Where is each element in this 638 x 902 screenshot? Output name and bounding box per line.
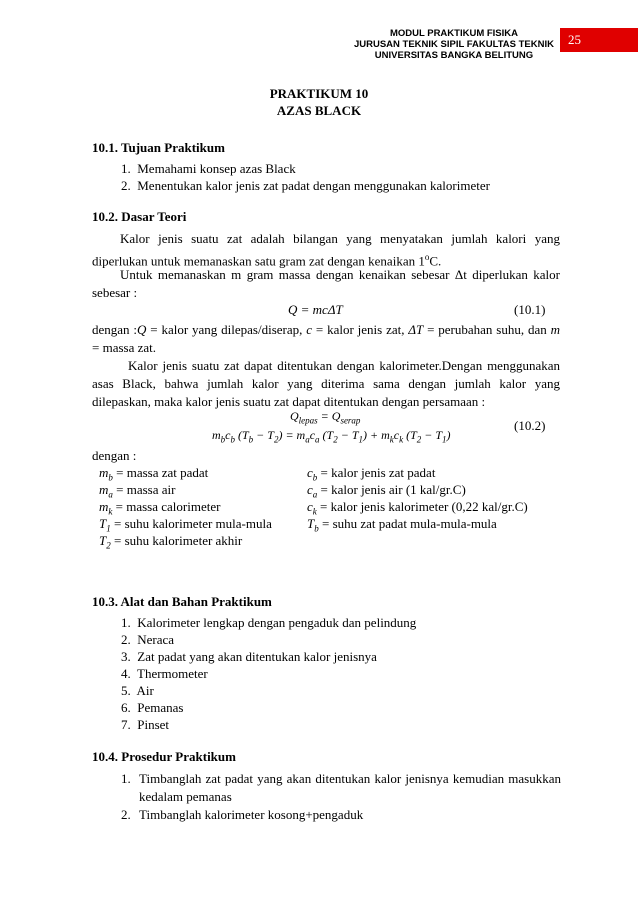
section-heading-dasar-teori: 10.2. Dasar Teori [92,209,187,224]
equation-10-2-line-2: $m_bc_b$ $(T_b - T_2) = m_ac_a$ $(T_2 - T_1) + m_kc_k$ $(T_2 - T_1)$ [212,428,451,445]
paragraph-dengan: dengan :Q = kalor yang dilepas/diserap, c = kalor jenis zat, ΔT = perubahan suhu, dan m = massa zat. [92,322,560,355]
definition-cb: $c_b$ = kalor jenis zat padat [307,465,436,483]
list-item: 7. Pinset [121,717,170,732]
definition-t1: $T_1$ = suhu kalorimeter mula-mula [99,516,272,534]
definition-ck: $c_k$ = kalor jenis kalorimeter (0,22 kal/gr.C) [307,499,528,517]
section-heading-tujuan: 10.1. Tujuan Praktikum [92,140,225,155]
definition-ma: $m_a$ = massa air [99,482,176,500]
page-number: 25 [560,28,638,52]
list-item: 1. Memahami konsep azas Black [121,161,296,176]
paragraph-kalor-jenis: Kalor jenis suatu zat adalah bilangan yang menyatakan jumlah kalori yang diperlukan untuk memanaskan satu gram zat dengan kenaikan 1$^o$C. [92,231,560,269]
definition-ca: $c_a$ = kalor jenis air (1 kal/gr.C) [307,482,466,500]
definition-mb: $m_b$ = massa zat padat [99,465,209,483]
section-heading-prosedur: 10.4. Prosedur Praktikum [92,749,236,764]
definition-tb: $T_b$ = suhu zat padat mula-mula-mula [307,516,497,534]
title-line-2: AZAS BLACK [276,103,362,118]
equation-number-10-2: (10.2) [514,418,546,433]
list-item: 4. Thermometer [121,666,208,681]
header-line-2: JURUSAN TEKNIK SIPIL FAKULTAS TEKNIK [353,39,554,50]
label-dengan: dengan : [92,448,137,463]
list-item: 3. Zat padat yang akan ditentukan kalor jenisnya [121,649,377,664]
list-item: 5. Air [121,683,154,698]
equation-10-1: Q = mcΔT [288,302,343,317]
definition-mk: $m_k$ = massa calorimeter [99,499,221,517]
header-line-1: MODUL PRAKTIKUM FISIKA [389,28,519,39]
running-header [354,28,554,61]
header-line-3: UNIVERSITAS BANGKA BELITUNG [374,50,534,61]
list-item: 1. Kalorimeter lengkap dengan pengaduk dan pelindung [121,615,417,630]
title-line-1: PRAKTIKUM 10 [269,86,369,101]
list-item: 2. Neraca [121,632,175,647]
definition-t2: $T_2$ = suhu kalorimeter akhir [99,533,243,551]
list-item: 2. Menentukan kalor jenis zat padat dengan menggunakan kalorimeter [121,178,490,193]
list-item: 6. Pemanas [121,700,184,715]
equation-number-10-1: (10.1) [514,302,546,317]
paragraph-memanaskan: Untuk memanaskan m gram massa dengan kenaikan sebesar Δt diperlukan kalor sebesar : [92,267,560,300]
list-item: 2. Timbanglah kalorimeter kosong+pengaduk [121,807,364,822]
list-item: 1. Timbanglah zat padat yang akan ditentukan kalor jenisnya kemudian masukkan kedalam pemanas [121,771,561,804]
page-title [0,85,638,119]
equation-10-2-line-1: $Q_{lepas} = Q_{serap}$ [290,409,361,426]
paragraph-kalorimeter: Kalor jenis suatu zat dapat ditentukan dengan kalorimeter.Dengan menggunakan asas Black, bahwa jumlah kalor yang diterima sama dengan jumlah kalor yang dilepaskan, maka kalor jenis suatu zat dapat ditentukan dengan persamaan : [92,358,560,409]
section-heading-alat-bahan: 10.3. Alat dan Bahan Praktikum [92,594,272,609]
